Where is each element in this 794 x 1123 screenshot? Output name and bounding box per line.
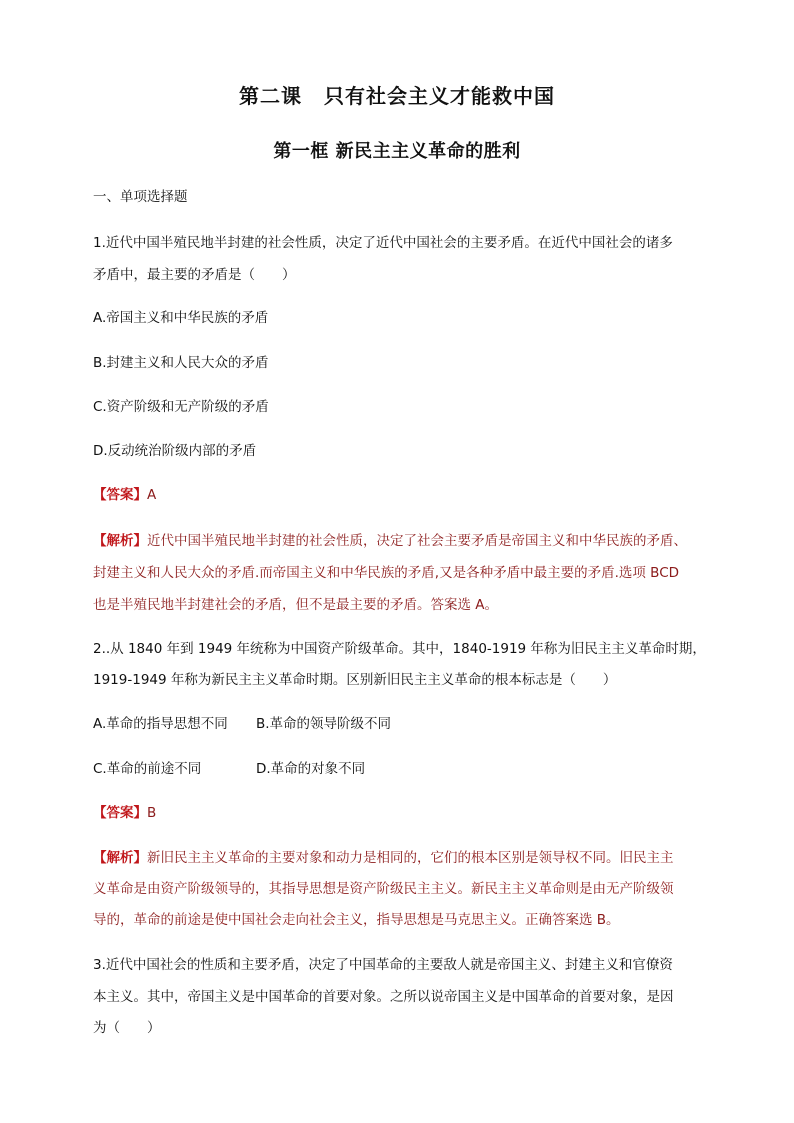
q1-analysis-line1 xyxy=(93,531,713,551)
q2-options-row1 xyxy=(93,714,713,734)
q2-analysis-line2: 义革命是由资产阶级领导的，其指导思想是资产阶级民主主义。新民主主义革命则是由无产阶级领 xyxy=(93,881,674,897)
q1-option-d: D.反动统治阶级内部的矛盾 xyxy=(93,443,257,459)
q2-option-a: A.革命的指导思想不同 xyxy=(93,716,228,732)
q1-option-c: C.资产阶级和无产阶级的矛盾 xyxy=(93,399,269,415)
lesson-name: 只有社会主义才能救中国 xyxy=(324,84,555,108)
q2-option-b: B.革命的领导阶级不同 xyxy=(256,716,392,732)
analysis-text: 近代中国半殖民地半封建的社会性质，决定了社会主要矛盾是帝国主义和中华民族的矛盾、 xyxy=(147,533,687,549)
section-subtitle: 第一框 新民主主义革命的胜利 xyxy=(273,141,521,162)
q1-option-b: B.封建主义和人民大众的矛盾 xyxy=(93,355,269,371)
analysis-text: 新旧民主主义革命的主要对象和动力是相同的，它们的根本区别是领导权不同。旧民主主 xyxy=(147,850,674,866)
question-type-heading: 一、单项选择题 xyxy=(93,189,188,205)
answer-value: B xyxy=(147,805,157,821)
q1-analysis-line2: 封建主义和人民大众的矛盾.而帝国主义和中华民族的矛盾,又是各种矛盾中最主要的矛盾.选项 BCD xyxy=(93,565,680,581)
analysis-tag: 【解析】 xyxy=(93,850,147,866)
q1-option-a: A.帝国主义和中华民族的矛盾 xyxy=(93,310,269,326)
q2-stem-line2: 1919-1949 年称为新民主主义革命时期。区别新旧民主主义革命的根本标志是（ ） xyxy=(93,672,617,688)
q1-answer xyxy=(93,485,713,505)
q1-stem-line2: 矛盾中，最主要的矛盾是（ ） xyxy=(93,267,296,283)
q1-analysis-line3: 也是半殖民地半封建社会的矛盾，但不是最主要的矛盾。答案选 A。 xyxy=(93,597,499,613)
q2-stem-line1: 2..从 1840 年到 1949 年统称为中国资产阶级革命。其中，1840-1919 年称为旧民主主义革命时期， xyxy=(93,641,706,657)
answer-value: A xyxy=(147,487,157,503)
q2-option-c: C.革命的前途不同 xyxy=(93,761,202,777)
analysis-tag: 【解析】 xyxy=(93,533,147,549)
q3-stem-line2: 本主义。其中，帝国主义是中国革命的首要对象。之所以说帝国主义是中国革命的首要对象，是因 xyxy=(93,989,674,1005)
q2-options-row2 xyxy=(93,759,713,779)
q3-stem-line3: 为（ ） xyxy=(93,1020,161,1036)
q3-stem-line1: 3.近代中国社会的性质和主要矛盾，决定了中国革命的主要敌人就是帝国主义、封建主义和官僚资 xyxy=(93,957,673,973)
lesson-title xyxy=(0,80,794,109)
q2-analysis-line3: 导的，革命的前途是使中国社会走向社会主义，指导思想是马克思主义。正确答案选 B。 xyxy=(93,912,620,928)
lesson-number: 第二课 xyxy=(239,84,302,108)
answer-tag: 【答案】 xyxy=(93,487,147,503)
q2-analysis-line1 xyxy=(93,848,713,868)
q2-option-d: D.革命的对象不同 xyxy=(256,761,366,777)
q1-stem-line1: 1.近代中国半殖民地半封建的社会性质，决定了近代中国社会的主要矛盾。在近代中国社会的诸多 xyxy=(93,235,673,251)
answer-tag: 【答案】 xyxy=(93,805,147,821)
q2-answer xyxy=(93,803,713,823)
